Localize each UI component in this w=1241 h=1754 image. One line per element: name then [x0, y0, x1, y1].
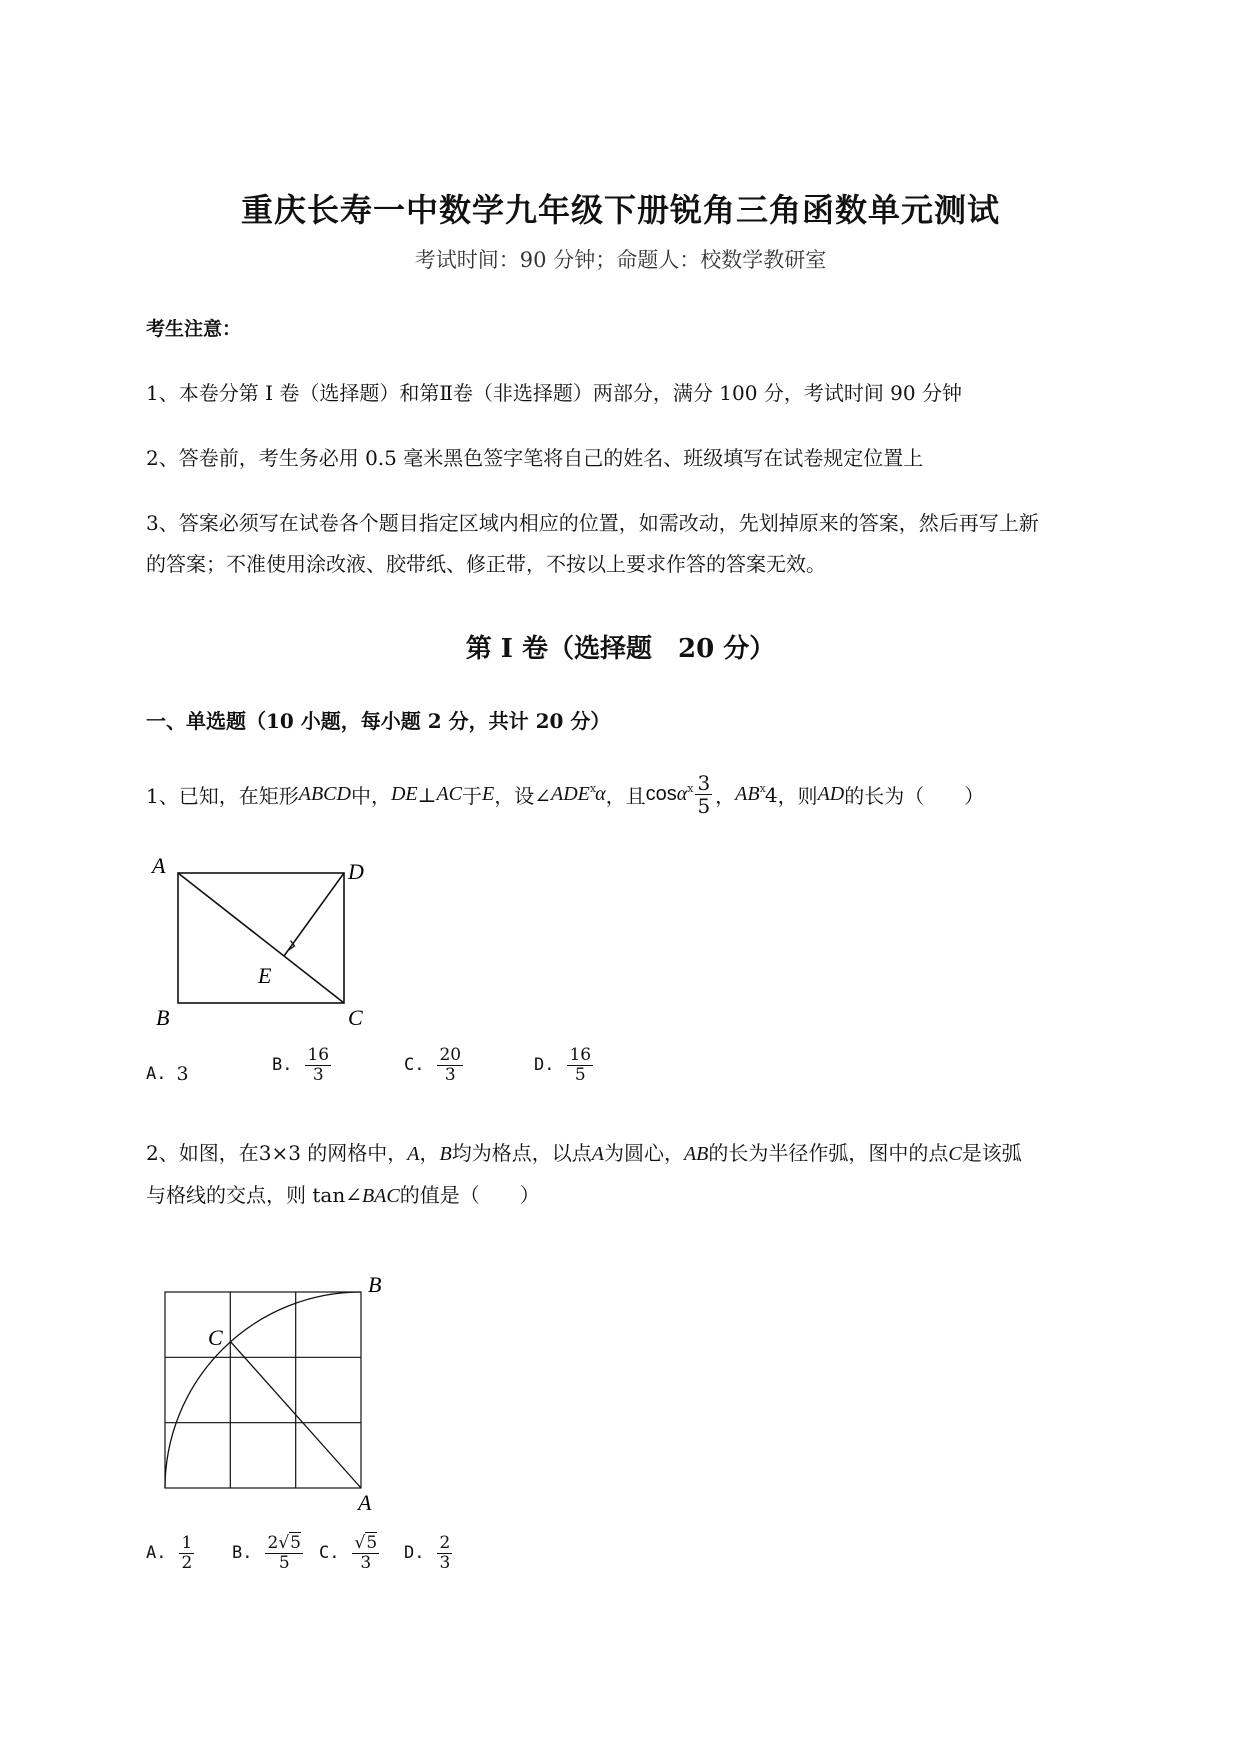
question-2-line-1: 2、如图，在3×3 的网格中，A，B均为格点，以点A为圆心，AB的长为半径作弧，图中的点C是该弧	[146, 1141, 1022, 1165]
notice-heading: 考生注意：	[146, 318, 242, 340]
label-b: B	[368, 1272, 382, 1297]
label-d: D	[348, 859, 364, 884]
question-2-figure	[140, 1270, 400, 1515]
section-title: 第 I 卷（选择题 20 分）	[465, 634, 776, 664]
cos-fraction: $\frac{3}{5}$	[697, 771, 711, 818]
question-1-figure	[140, 855, 380, 1040]
q1-option-d[interactable]: D. $\frac{16}{5}$	[534, 1045, 592, 1085]
notice-item-2: 2、答卷前，考生务必用 0.5 毫米黑色签字笔将自己的姓名、班级填写在试卷规定位置上	[146, 446, 924, 470]
notice-item-3-cont: 的答案；不准使用涂改液、胶带纸、修正带，不按以上要求作答的答案无效。	[146, 552, 826, 576]
q1-option-c[interactable]: C. $\frac{20}{3}$	[404, 1045, 462, 1085]
label-b: B	[156, 1005, 170, 1030]
q2-option-b[interactable]: B. $\frac{2√5}{5}$	[232, 1533, 301, 1573]
grid-3x3	[165, 1292, 361, 1488]
label-a: A	[152, 853, 166, 878]
label-a: A	[358, 1490, 372, 1515]
notice-item-1: 1、本卷分第 I 卷（选择题）和第Ⅱ卷（非选择题）两部分，满分 100 分，考试时间 90 分钟	[146, 381, 962, 405]
q2-option-c[interactable]: C. $\frac{√5}{3}$	[319, 1533, 378, 1573]
question-2-line-2: 与格线的交点，则 tan∠BAC的值是（ ）	[146, 1183, 540, 1207]
question-1-text: 1、已知，在矩形 ABCD 中， DE ⊥ AC 于 E ，设∠ ADE ⅹ α ，且 cos α ⅹ $\frac{3}{5}$ ， AB ⅹ 4 ，则 AD 的长为（ ）	[146, 771, 985, 818]
label-c: C	[348, 1005, 363, 1030]
q1-option-b[interactable]: B. $\frac{16}{3}$	[272, 1045, 330, 1085]
q2-option-a[interactable]: A. $\frac{1}{2}$	[146, 1533, 193, 1573]
page-title: 重庆长寿一中数学九年级下册锐角三角函数单元测试	[240, 191, 1000, 229]
notice-item-3: 3、答案必须写在试卷各个题目指定区域内相应的位置，如需改动，先划掉原来的答案，然后再写上新	[146, 511, 1039, 535]
q2-option-d[interactable]: D. $\frac{2}{3}$	[404, 1533, 451, 1573]
part-heading: 一、单选题（10 小题，每小题 2 分，共计 20 分）	[146, 709, 611, 733]
exam-info: 考试时间：90 分钟；命题人：校数学教研室	[414, 248, 827, 272]
q1-option-a[interactable]: A. 3	[146, 1063, 189, 1085]
label-c: C	[208, 1325, 223, 1350]
label-e: E	[258, 963, 272, 988]
arc-bc	[165, 1292, 361, 1488]
